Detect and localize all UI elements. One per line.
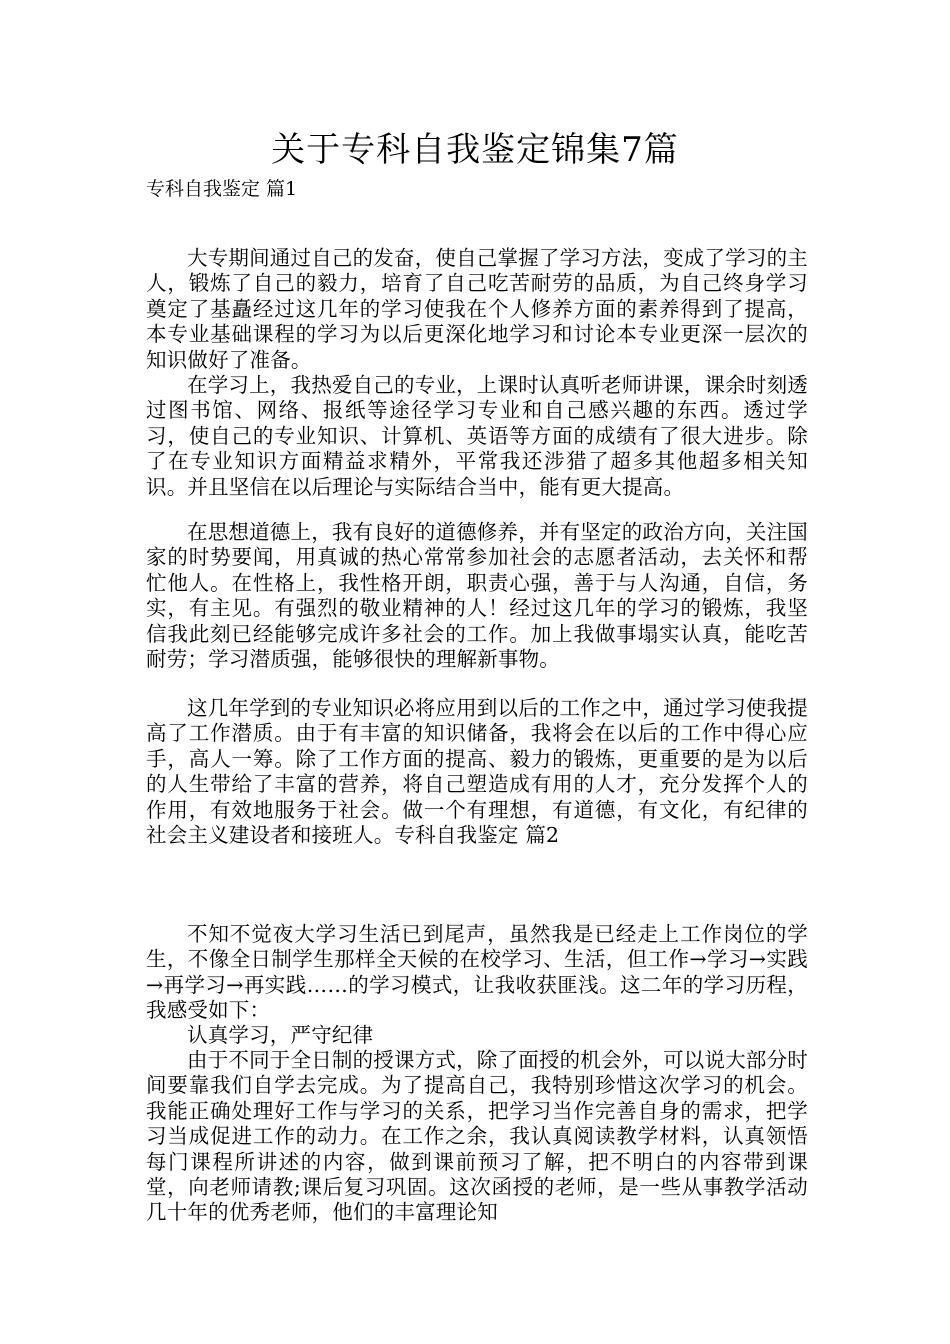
- section-heading-1: 专科自我鉴定 篇1: [146, 178, 298, 200]
- document-title: 关于专科自我鉴定锦集7篇: [271, 130, 679, 170]
- paragraph-5: 不知不觉夜大学习生活已到尾声，虽然我是已经走上工作岗位的学生，不像全日制学生那样全天候的在校学习、生活，但工作→学习→实践→再学习→再实践……的学习模式，让我收获匪浅。这二年的学习历程，我感受如下：: [146, 922, 808, 1023]
- paragraph-4: 这几年学到的专业知识必将应用到以后的工作之中，通过学习使我提高了工作潜质。由于有丰富的知识储备，我将会在以后的工作中得心应手，高人一筹。除了工作方面的提高、毅力的锻炼，更重要的是为以后的人生带给了丰富的营养，将自己塑造成有用的人才，充分发挥个人的作用，有效地服务于社会。做一个有理想，有道德，有文化，有纪律的社会主义建设者和接班人。专科自我鉴定 篇2: [146, 696, 808, 848]
- paragraph-3: 在思想道德上，我有良好的道德修养，并有坚定的政治方向，关注国家的时势要闻，用真诚的热心常常参加社会的志愿者活动，去关怀和帮忙他人。在性格上，我性格开朗，职责心强，善于与人沟通，自信，务实，有主见。有强烈的敬业精神的人！经过这几年的学习的锻炼，我坚信我此刻已经能够完成许多社会的工作。加上我做事塌实认真，能吃苦耐劳；学习潜质强，能够很快的理解新事物。: [146, 520, 808, 672]
- paragraph-6: 由于不同于全日制的授课方式，除了面授的机会外，可以说大部分时间要靠我们自学去完成。为了提高自己，我特别珍惜这次学习的机会。我能正确处理好工作与学习的关系，把学习当作完善自身的需求，把学习当成促进工作的动力。在工作之余，我认真阅读教学材料，认真领悟每门课程所讲述的内容，做到课前预习了解，把不明白的内容带到课堂，向老师请教;课后复习巩固。这次函授的老师，是一些从事教学活动几十年的优秀老师，他们的丰富理论知: [146, 1048, 808, 1225]
- paragraph-heading: 认真学习，严守纪律: [187, 1023, 374, 1047]
- paragraph-2: 在学习上，我热爱自己的专业，上课时认真听老师讲课，课余时刻透过图书馆、网络、报纸等途径学习专业和自己感兴趣的东西。透过学习，使自己的专业知识、计算机、英语等方面的成绩有了很大进步。除了在专业知识方面精益求精外，平常我还涉猎了超多其他超多相关知识。并且坚信在以后理论与实际结合当中，能有更大提高。: [146, 373, 808, 499]
- paragraph-1: 大专期间通过自己的发奋，使自己掌握了学习方法，变成了学习的主人，锻炼了自己的毅力，培育了自己吃苦耐劳的品质，为自己终身学习奠定了基矗经过这几年的学习使我在个人修养方面的素养得到了提高，本专业基础课程的学习为以后更深化地学习和讨论本专业更深一层次的知识做好了准备。: [146, 246, 808, 372]
